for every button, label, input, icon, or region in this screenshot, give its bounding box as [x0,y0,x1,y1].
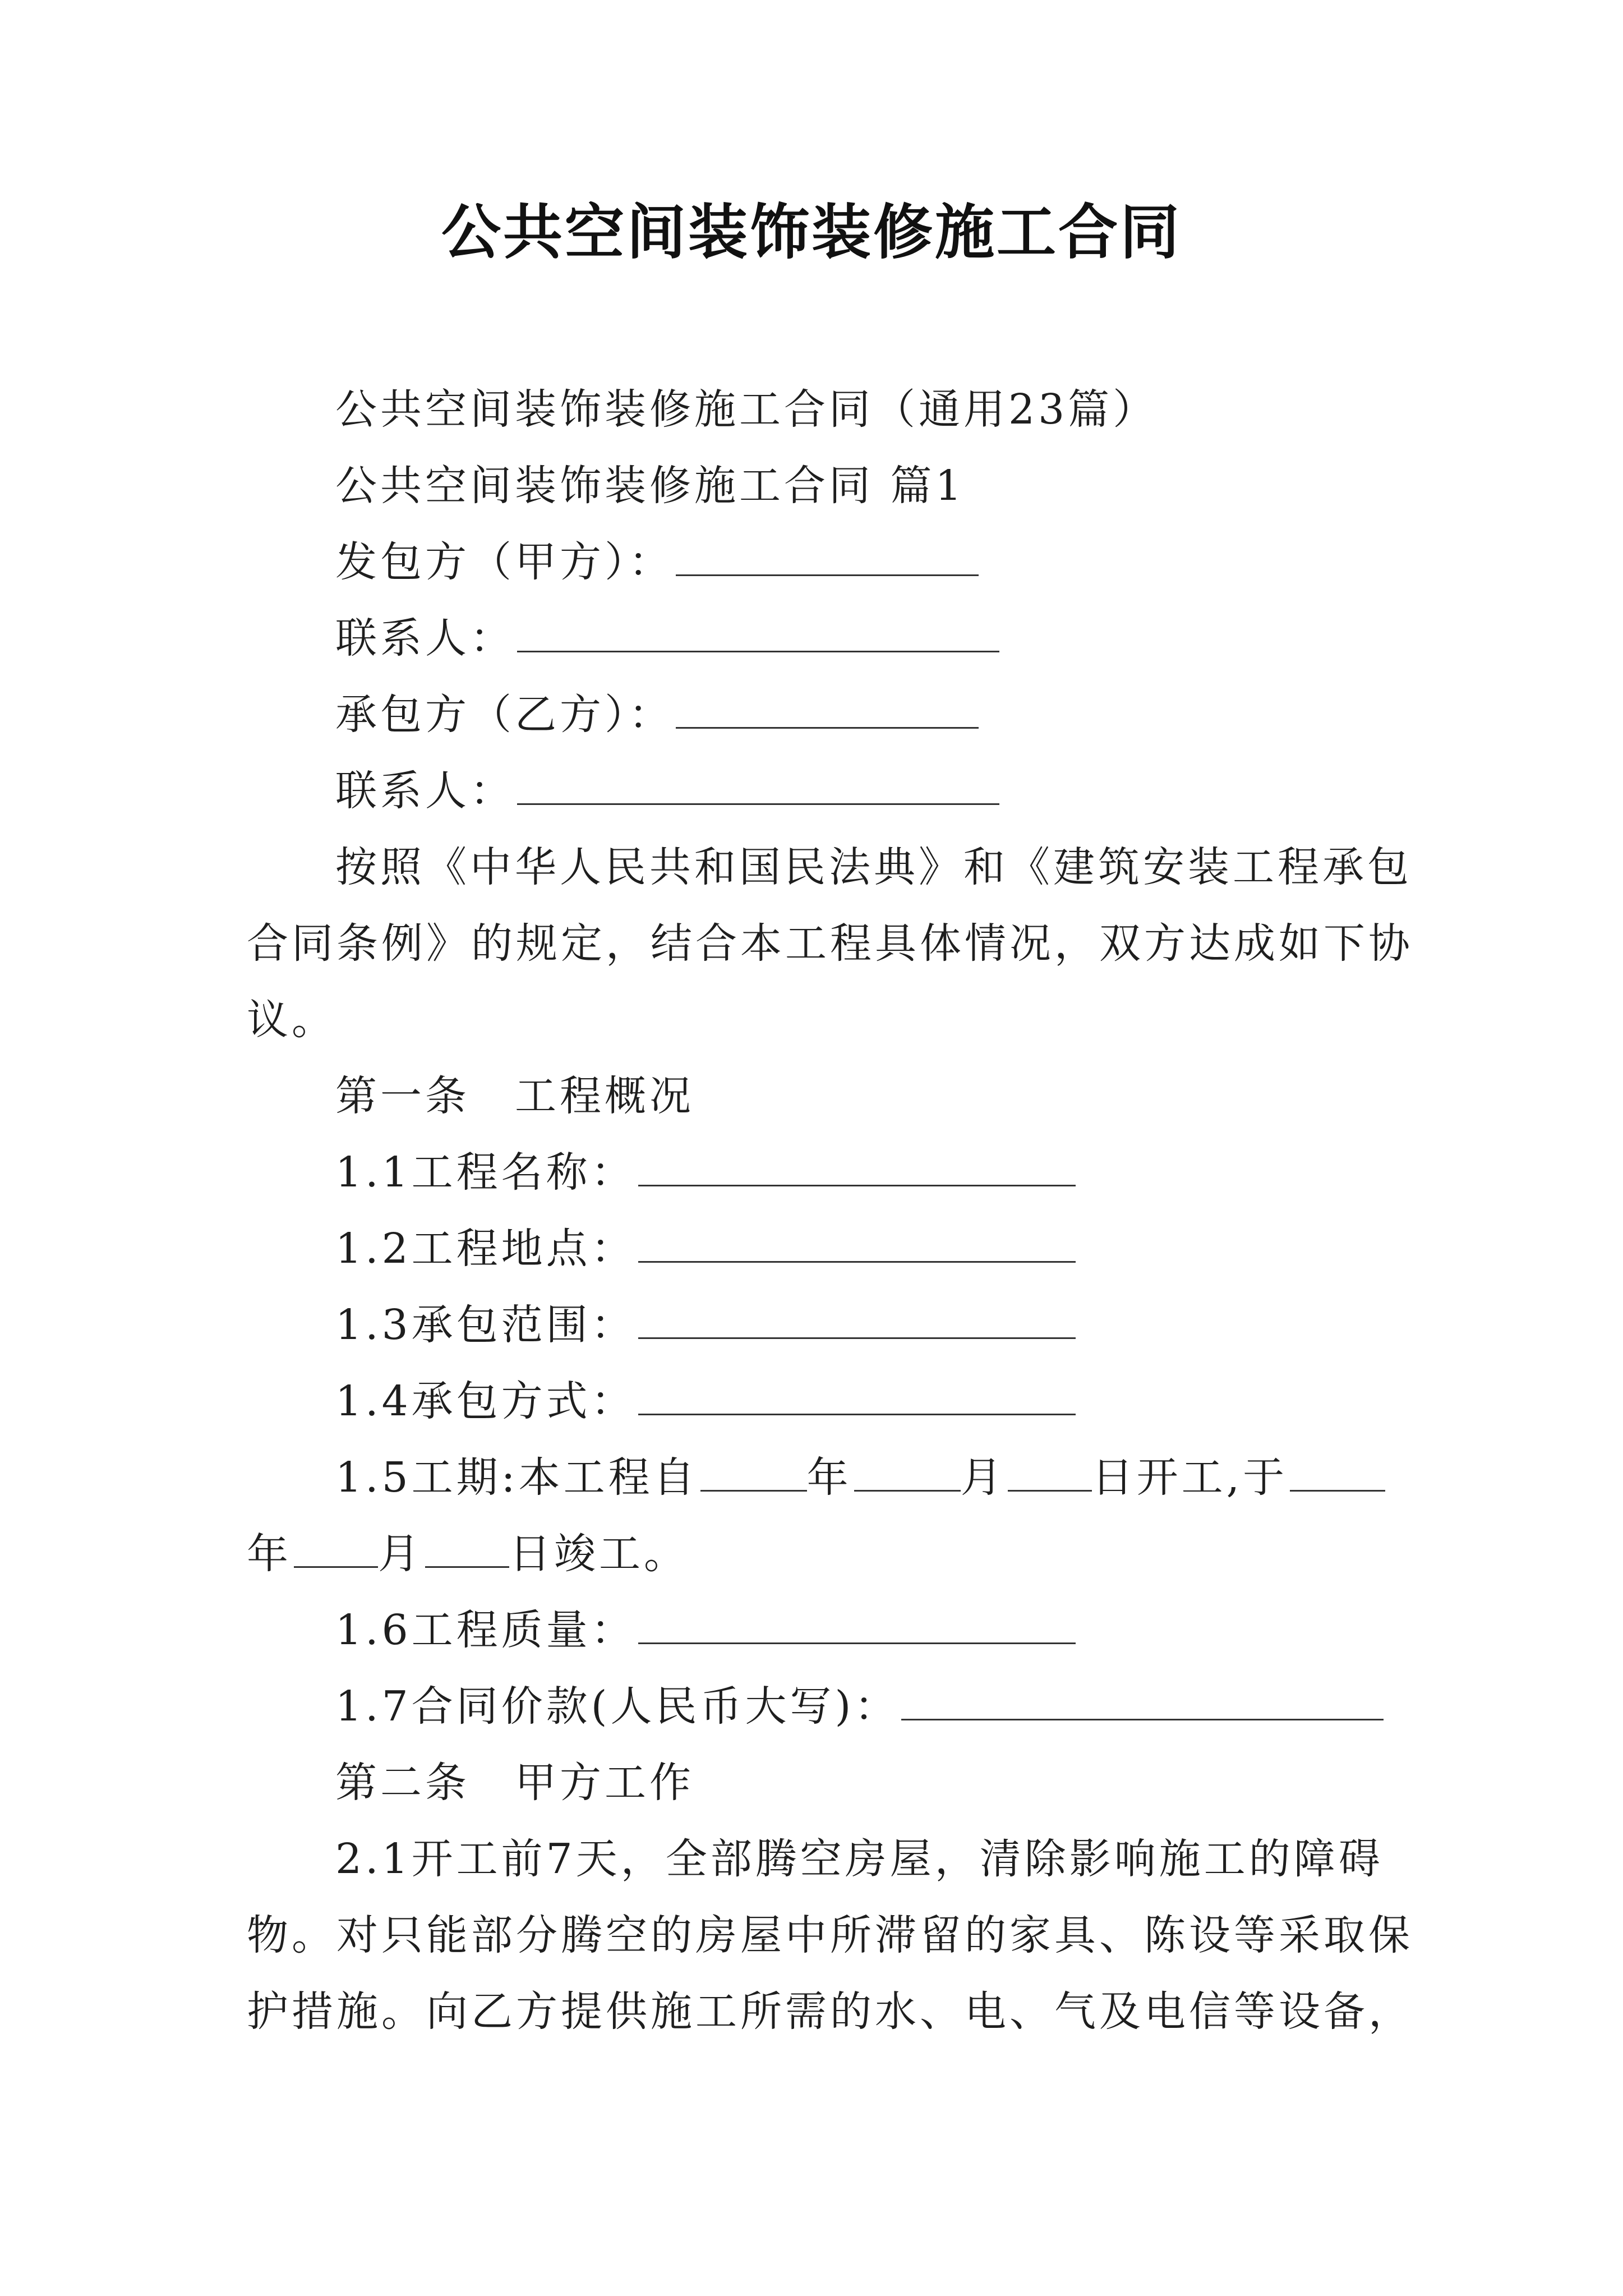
item-1-7-label: 1.7合同价款(人民币大写)： [335,1682,900,1731]
item-1-2-label: 1.2工程地点： [335,1225,636,1273]
party-b-row [335,687,979,743]
item-1-1-label: 1.1工程名称： [335,1148,636,1197]
party-b-blank [676,690,979,729]
item-1-1-row [335,1144,1076,1200]
item-1-2-blank [638,1224,1076,1263]
document-subtitle: 公共空间装饰装修施工合同（通用23篇） [335,385,1158,434]
party-a-row [335,534,979,590]
item-1-2-row [335,1221,1076,1277]
party-b-label: 承包方（乙方）： [335,691,674,739]
start-year-blank [700,1453,807,1492]
contact-a-blank [517,614,999,652]
section-2-heading: 第二条 甲方工作 [335,1759,694,1807]
item-1-4-row [335,1373,1076,1429]
start-year-label: 年 [806,1453,852,1502]
start-month-label: 月 [960,1453,1006,1502]
contact-b-blank [517,766,999,805]
item-2-1-line: 护措施。向乙方提供施工所需的水、电、气及电信等设备， [247,1987,1413,2036]
intro-paragraph-line: 议。 [247,996,336,1044]
party-a-blank [676,537,979,576]
contact-a-label: 联系人： [335,614,515,662]
item-1-5-row-continued [247,1526,689,1582]
party-a-label: 发包方（甲方）： [335,538,674,586]
item-1-3-label: 1.3承包范围： [335,1301,636,1349]
end-day-blank [425,1529,509,1568]
end-day-label: 日竣工。 [509,1530,689,1578]
contact-b-row [335,763,999,819]
item-1-5-row [335,1450,1385,1506]
end-month-blank [294,1529,378,1568]
intro-paragraph-line: 合同条例》的规定，结合本工程具体情况，双方达成如下协 [247,919,1413,968]
item-1-4-label: 1.4承包方式： [335,1377,636,1425]
item-1-6-row [335,1602,1076,1658]
end-year-blank [1290,1453,1385,1492]
item-1-6-label: 1.6工程质量： [335,1606,636,1654]
item-1-3-blank [638,1300,1076,1339]
item-1-3-row [335,1297,1076,1353]
item-1-5-label: 1.5工期:本工程自 [335,1453,698,1502]
intro-paragraph-line: 按照《中华人民共和国民法典》和《建筑安装工程承包 [335,843,1412,891]
start-day-label: 日开工,于 [1091,1453,1288,1502]
item-2-1-line: 物。对只能部分腾空的房屋中所滞留的家具、陈设等采取保 [247,1911,1413,1959]
start-day-blank [1008,1453,1092,1492]
article-heading: 公共空间装饰装修施工合同 篇1 [335,462,965,510]
section-1-heading: 第一条 工程概况 [335,1072,694,1120]
document-title: 公共空间装饰装修施工合同 [441,198,1182,267]
item-1-4-blank [638,1377,1076,1415]
end-month-label: 月 [378,1530,423,1578]
end-year-label: 年 [247,1530,292,1578]
item-1-7-row [335,1678,1384,1734]
item-1-7-blank [901,1682,1384,1720]
contact-a-row [335,610,999,666]
contact-b-label: 联系人： [335,767,515,815]
start-month-blank [854,1453,961,1492]
item-1-6-blank [638,1605,1076,1644]
item-2-1-line: 2.1开工前7天，全部腾空房屋，清除影响施工的障碍 [335,1835,1384,1883]
item-1-1-blank [638,1148,1076,1186]
